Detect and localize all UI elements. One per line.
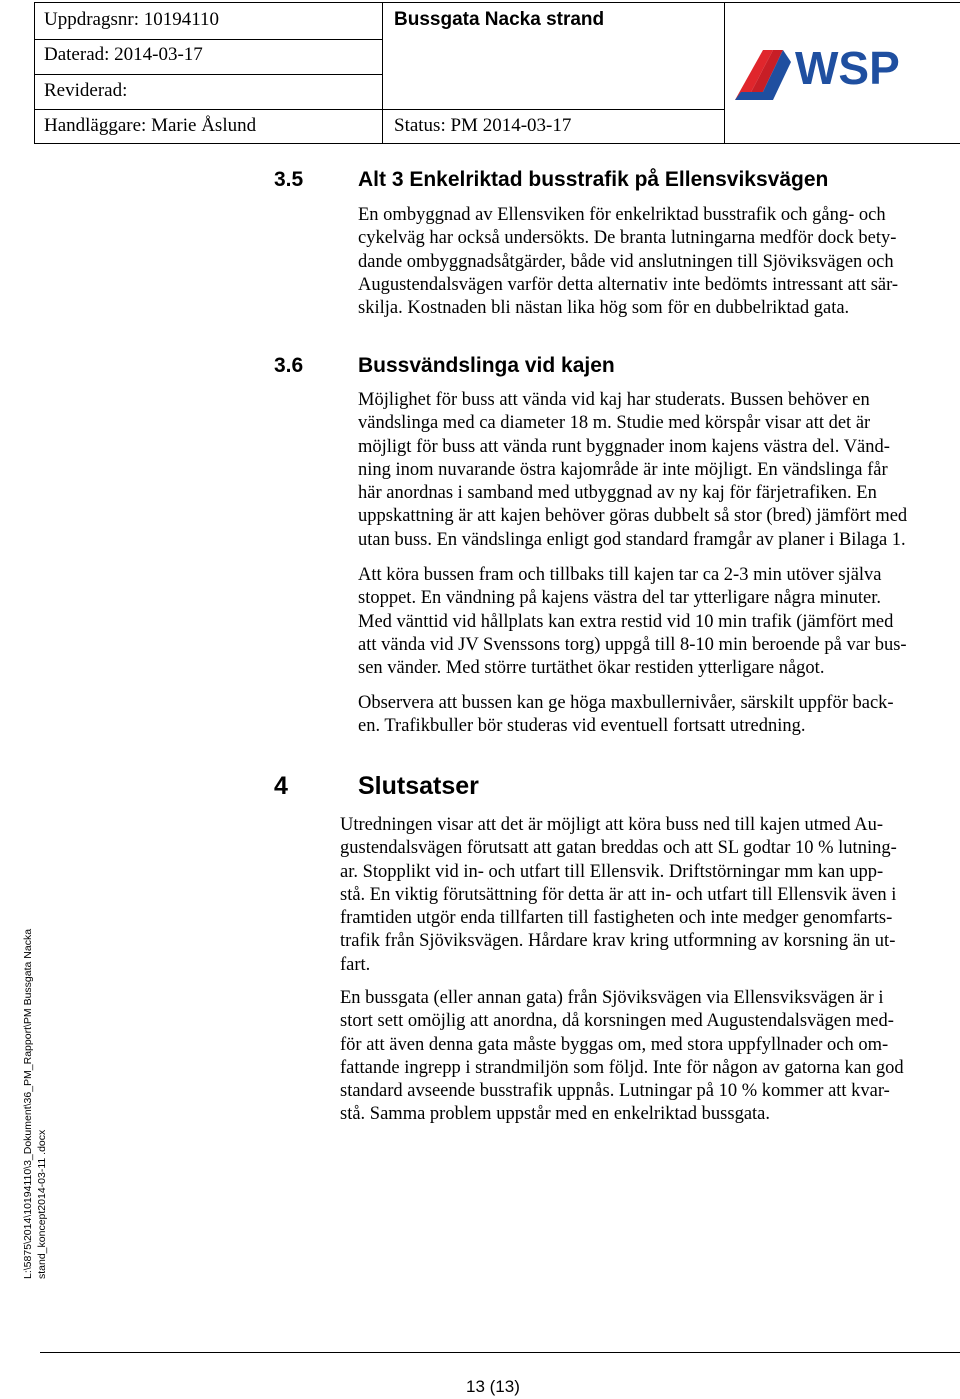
section-3-5-paragraph: [358, 204, 898, 320]
text-line: fart.: [340, 954, 371, 975]
text-line: ar. Stopplikt vid in- och utfart till Ellensvik. Driftstörningar mm kan upp-: [340, 861, 884, 882]
section-number: 3.5: [274, 168, 304, 191]
header-row-divider-1: [34, 39, 382, 40]
status-field: Status: PM 2014-03-17: [394, 115, 572, 136]
header-col-divider-1: [382, 2, 383, 144]
text-line: Observera att bussen kan ge höga maxbullernivåer, särskilt uppför back-: [358, 693, 894, 713]
section-3-6-paragraph-2: [358, 564, 907, 680]
text-line: utan buss. En vändslinga enligt god standard framgår av planer i Bilaga 1.: [358, 529, 906, 550]
text-line: ning inom nuvarande östra kajområde är inte möjligt. En vändslinga får: [358, 459, 888, 480]
section-title: Slutsatser: [358, 772, 479, 800]
page-number: 13 (13): [466, 1377, 520, 1396]
handler-field: Handläggare: Marie Åslund: [44, 115, 257, 136]
text-line: Med vänttid vid hållplats kan extra restid vid 10 min trafik (jämfört med: [358, 611, 894, 632]
text-line: här anordnas i samband med utbyggnad av ny kaj för färjetrafiken. En: [358, 483, 877, 504]
section-number: 3.6: [274, 354, 304, 377]
text-line: Utredningen visar att det är möjligt att köra buss ned till kajen utmed Au-: [340, 815, 884, 835]
text-line: cykelväg har också undersökts. De branta lutningarna medför dock bety-: [358, 228, 897, 249]
text-line: sen vänder. Med större turtäthet ökar restiden ytterligare något.: [358, 658, 825, 679]
text-line: En ombyggnad av Ellensviken för enkelriktad busstrafik och gång- och: [358, 205, 886, 225]
section-3-6-paragraph-1: [358, 389, 907, 552]
text-line: för att även denna gata måste byggas om, med stora uppfyllnader och om-: [340, 1034, 889, 1055]
text-line: möjligt för buss att vända runt byggnader inom kajens västra del. Vänd-: [358, 436, 890, 457]
header-row-divider-3: [34, 109, 724, 110]
text-line: dande ombyggnadsåtgärder, både vid anslutningen till Sjöviksvägen och: [358, 251, 894, 272]
text-line: trafik från Sjöviksvägen. Hårdare krav kring utformning av korsning än ut-: [340, 931, 896, 952]
section-title: Alt 3 Enkelriktad busstrafik på Ellensviksvägen: [358, 168, 829, 191]
wsp-logo: [733, 42, 919, 102]
revised-field: Reviderad:: [44, 80, 128, 101]
text-line: en. Trafikbuller bör studeras vid eventuell fortsatt utredning.: [358, 716, 806, 737]
document-title: Bussgata Nacka strand: [394, 9, 605, 30]
wsp-logo-text: WSP: [795, 42, 900, 94]
section-title: Bussvändslinga vid kajen: [358, 354, 615, 377]
text-line: vändslinga med ca diameter 18 m. Studie med körspår visar att det är: [358, 413, 871, 434]
file-path-line: stand_koncept2014-03-11 .docx: [36, 1129, 48, 1279]
header-border-left: [34, 2, 35, 144]
text-line: framtiden utgör enda tillfarten till fastigheten och inte medger genomfarts-: [340, 908, 893, 929]
text-line: gustendalsvägen förutsatt att gatan breddas och att SL godtar 10 % lutning-: [340, 838, 897, 859]
assignment-number: Uppdragsnr: 10194110: [44, 9, 220, 30]
text-line: Möjlighet för buss att vända vid kaj har studerats. Bussen behöver en: [358, 390, 870, 410]
footer-rule: [40, 1352, 960, 1353]
file-path-margin-note: [21, 909, 49, 1279]
header-border-top: [34, 2, 960, 3]
text-line: En bussgata (eller annan gata) från Sjöviksvägen via Ellensviksvägen är i: [340, 988, 884, 1008]
date-field: Daterad: 2014-03-17: [44, 44, 203, 65]
text-line: fattande ingrepp i strandmiljön som följd. Inte för någon av gatorna kan god: [340, 1057, 904, 1078]
text-line: standard avseende busstrafik uppnås. Lutningar på 10 % kommer att kvar-: [340, 1081, 890, 1102]
text-line: uppskattning är att kajen behöver göras dubbelt så stor (bred) jämfört med: [358, 506, 908, 527]
text-line: stoppet. En vändning på kajens västra del tar ytterligare några minuter.: [358, 588, 881, 609]
section-number: 4: [274, 772, 288, 800]
wsp-logo-graphic: [733, 42, 919, 102]
text-line: stå. En viktig förutsättning för detta är att in- och utfart till Ellensvik även i: [340, 884, 897, 905]
header-border-bottom: [34, 143, 960, 144]
text-line: Augustendalsvägen varför detta alternativ inte bedömts intressant att sär-: [358, 274, 899, 295]
text-line: stort sett omöjlig att anordna, då korsningen med Augustendalsvägen med-: [340, 1011, 894, 1032]
file-path-line: L:\5875\2014\10194110\3_Dokument\36_PM_Rapport\PM Bussgata Nacka: [22, 928, 34, 1279]
text-line: att vända vid JV Svenssons torg) uppgå till 8-10 min beroende på var bus-: [358, 634, 907, 655]
header-col-divider-2: [724, 2, 725, 144]
text-line: skilja. Kostnaden bli nästan lika hög som för en dubbelriktad gata.: [358, 298, 850, 319]
section-4-paragraph-2: [340, 987, 904, 1127]
text-line: Att köra bussen fram och tillbaks till kajen tar ca 2-3 min utöver själva: [358, 565, 882, 585]
section-4-paragraph-1: [340, 814, 897, 977]
text-line: stå. Samma problem uppstår med en enkelriktad bussgata.: [340, 1104, 771, 1125]
header-row-divider-2: [34, 74, 382, 75]
section-3-6-paragraph-3: [358, 692, 894, 739]
